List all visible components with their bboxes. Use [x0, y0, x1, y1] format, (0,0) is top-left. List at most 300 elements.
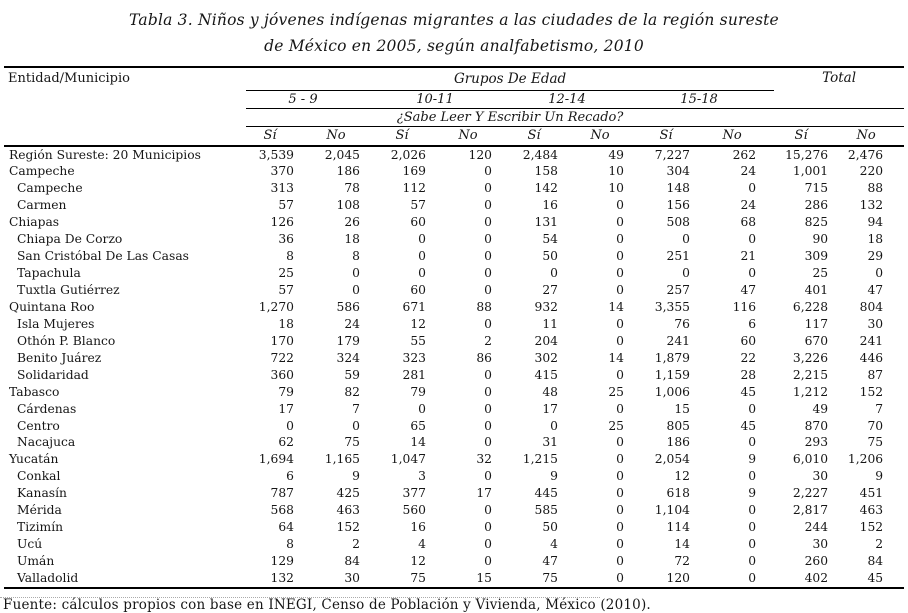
- cell-value: 30: [867, 316, 884, 331]
- cell-value: 0: [484, 384, 492, 399]
- table-title-line1: Tabla 3. Niños y jóvenes indígenas migrantes a las ciudades de la región sureste: [129, 11, 779, 29]
- cell-value: 120: [642, 570, 708, 588]
- cell-value: 6: [748, 316, 757, 331]
- cell-value: 0: [484, 232, 492, 247]
- cell-value: 4: [418, 537, 426, 552]
- cell-value: 1,694: [258, 452, 294, 467]
- table-row: [4, 350, 904, 367]
- cell-value: 30: [312, 570, 378, 588]
- cell-value: 715: [804, 181, 829, 196]
- cell-value: 241: [666, 333, 690, 348]
- source-note: Fuente: cálculos propios con base en INEGI, Censo de Población y Vivienda, México (2010).: [3, 596, 651, 613]
- cell-value: 15: [444, 570, 510, 588]
- table-row: [4, 214, 904, 231]
- cell-value: 7: [875, 401, 884, 416]
- cell-value: 618: [666, 486, 690, 501]
- cell-value: 60: [410, 215, 426, 230]
- cell-value: 21: [740, 249, 757, 264]
- cell-value: 2,054: [654, 452, 690, 467]
- cell-value: 68: [740, 215, 757, 230]
- row-label: Conkal: [17, 469, 61, 484]
- cell-value: 24: [740, 198, 757, 213]
- row-label: Kanasín: [17, 486, 67, 501]
- header-spacer: [774, 90, 904, 108]
- cell-value: 0: [682, 266, 690, 281]
- table-title: [0, 0, 908, 59]
- cell-value: 2,484: [522, 147, 558, 162]
- row-label: Tapachula: [17, 266, 81, 281]
- cell-value: 2,215: [792, 367, 829, 382]
- cell-value: 1,165: [324, 452, 360, 467]
- cell-value: 50: [542, 249, 558, 264]
- row-label: Región Sureste: 20 Municipios: [9, 147, 201, 162]
- cell-value: 47: [542, 554, 558, 568]
- cell-value: 45: [740, 418, 757, 433]
- cell-value: 116: [732, 299, 757, 314]
- col-header-si-15-18: Sí: [642, 126, 708, 146]
- table-row: [4, 333, 904, 350]
- col-header-no-10-11: No: [444, 126, 510, 146]
- cell-value: 302: [534, 350, 558, 365]
- cell-value: 401: [804, 283, 829, 297]
- cell-value: 132: [859, 198, 884, 213]
- col-header-question: ¿Sabe Leer Y Escribir Un Recado?: [246, 108, 774, 126]
- cell-value: 281: [402, 367, 426, 382]
- cell-value: 79: [410, 384, 426, 399]
- cell-value: 9: [748, 452, 757, 467]
- cell-value: 0: [748, 554, 757, 568]
- cell-value: 805: [666, 418, 690, 433]
- table-row: [4, 434, 904, 451]
- cell-value: 25: [812, 266, 829, 281]
- cell-value: 16: [542, 198, 558, 213]
- cell-value: 3: [418, 469, 426, 484]
- row-label: Umán: [17, 554, 55, 568]
- table-row: [4, 519, 904, 536]
- cell-value: 108: [336, 198, 360, 213]
- cell-value: 86: [476, 350, 492, 365]
- header-spacer: [4, 126, 246, 146]
- cell-value: 3,539: [258, 147, 294, 162]
- cell-value: 0: [484, 401, 492, 416]
- cell-value: 57: [278, 283, 294, 297]
- cell-value: 112: [402, 181, 426, 196]
- cell-value: 241: [859, 333, 884, 348]
- cell-value: 11: [542, 316, 558, 331]
- cell-value: 8: [286, 249, 294, 264]
- cell-value: 0: [875, 266, 884, 281]
- table-row: [4, 418, 904, 435]
- cell-value: 131: [534, 215, 558, 230]
- row-label: Ucú: [17, 537, 43, 552]
- cell-value: 0: [418, 249, 426, 264]
- cell-value: 0: [748, 503, 757, 518]
- cell-value: 50: [542, 520, 558, 535]
- cell-value: 1,001: [792, 164, 829, 179]
- cell-value: 27: [542, 283, 558, 297]
- cell-value: 1,047: [390, 452, 426, 467]
- cell-value: 75: [344, 435, 360, 450]
- table-row: [4, 180, 904, 197]
- cell-value: 14: [608, 350, 624, 365]
- cell-value: 170: [270, 333, 294, 348]
- cell-value: 14: [410, 435, 426, 450]
- table-title-line2: de México en 2005, según analfabetismo, 2010: [264, 37, 644, 55]
- cell-value: 402: [774, 570, 846, 588]
- cell-value: 152: [859, 520, 884, 535]
- header-spacer: [4, 90, 246, 108]
- cell-value: 0: [616, 435, 624, 450]
- cell-value: 76: [674, 316, 690, 331]
- cell-value: 313: [270, 181, 294, 196]
- cell-value: 825: [804, 215, 829, 230]
- cell-value: 12: [410, 554, 426, 568]
- cell-value: 370: [270, 164, 294, 179]
- cell-value: 0: [352, 283, 360, 297]
- cell-value: 870: [804, 418, 829, 433]
- cell-value: 72: [674, 554, 690, 568]
- cell-value: 1,104: [654, 503, 690, 518]
- cell-value: 568: [270, 503, 294, 518]
- row-label: Yucatán: [9, 452, 59, 467]
- cell-value: 560: [402, 503, 426, 518]
- cell-value: 0: [484, 554, 492, 568]
- cell-value: 57: [278, 198, 294, 213]
- table-row: [4, 502, 904, 519]
- cell-value: 2,227: [792, 486, 829, 501]
- cell-value: 87: [867, 367, 884, 382]
- cell-value: 670: [804, 333, 829, 348]
- col-header-age-15-18: 15-18: [642, 90, 774, 108]
- cell-value: 257: [666, 283, 690, 297]
- cell-value: 324: [336, 350, 360, 365]
- col-header-si-12-14: Sí: [510, 126, 576, 146]
- cell-value: 24: [344, 316, 360, 331]
- cell-value: 463: [336, 503, 360, 518]
- table-row: [4, 451, 904, 468]
- cell-value: 29: [867, 249, 884, 264]
- cell-value: 0: [616, 537, 624, 552]
- cell-value: 126: [270, 215, 294, 230]
- cell-value: 169: [402, 164, 426, 179]
- row-label: Carmen: [17, 198, 67, 213]
- cell-value: 15: [674, 401, 690, 416]
- row-label: Tabasco: [9, 384, 60, 399]
- cell-value: 0: [484, 503, 492, 518]
- col-header-si-total: Sí: [774, 126, 846, 146]
- cell-value: 75: [378, 570, 444, 588]
- cell-value: 1,206: [847, 452, 884, 467]
- row-label: Quintana Roo: [9, 299, 95, 314]
- cell-value: 0: [682, 232, 690, 247]
- cell-value: 152: [859, 384, 884, 399]
- cell-value: 377: [402, 486, 426, 501]
- cell-value: 15,276: [785, 147, 829, 162]
- cell-value: 204: [534, 333, 558, 348]
- table-row: [4, 468, 904, 485]
- cell-value: 132: [246, 570, 312, 588]
- cell-value: 49: [812, 401, 829, 416]
- cell-value: 10: [608, 164, 624, 179]
- cell-value: 57: [410, 198, 426, 213]
- row-label: Isla Mujeres: [17, 316, 95, 331]
- cell-value: 0: [484, 520, 492, 535]
- cell-value: 0: [576, 570, 642, 588]
- cell-value: 0: [616, 283, 624, 297]
- cell-value: 24: [740, 164, 757, 179]
- table-row: [4, 553, 904, 570]
- cell-value: 304: [666, 164, 690, 179]
- cell-value: 220: [859, 164, 884, 179]
- cell-value: 28: [740, 367, 757, 382]
- cell-value: 286: [804, 198, 829, 213]
- cell-value: 79: [278, 384, 294, 399]
- cell-value: 0: [748, 181, 757, 196]
- table-row: [4, 299, 904, 316]
- cell-value: 804: [859, 299, 884, 314]
- cell-value: 1,212: [792, 384, 829, 399]
- header-row-age-ranges: [4, 90, 904, 108]
- cell-value: 55: [410, 333, 426, 348]
- col-header-no-5-9: No: [312, 126, 378, 146]
- cell-value: 25: [608, 418, 624, 433]
- cell-value: 3,355: [654, 299, 690, 314]
- col-header-age-10-11: 10-11: [378, 90, 510, 108]
- cell-value: 2,476: [847, 147, 884, 162]
- cell-value: 0: [616, 520, 624, 535]
- cell-value: 0: [484, 181, 492, 196]
- cell-value: 1,270: [258, 299, 294, 314]
- table-row: [4, 282, 904, 299]
- cell-value: 0: [484, 367, 492, 382]
- cell-value: 0: [352, 418, 360, 433]
- table-row: [4, 485, 904, 502]
- cell-value: 60: [410, 283, 426, 297]
- row-label: San Cristóbal De Las Casas: [17, 249, 189, 264]
- cell-value: 30: [812, 537, 829, 552]
- cell-value: 0: [616, 503, 624, 518]
- cell-value: 32: [476, 452, 492, 467]
- col-header-no-12-14: No: [576, 126, 642, 146]
- cell-value: 75: [510, 570, 576, 588]
- cell-value: 8: [286, 537, 294, 552]
- cell-value: 1,006: [654, 384, 690, 399]
- row-label: Centro: [17, 418, 60, 433]
- row-label: Tizimín: [17, 520, 64, 535]
- cell-value: 129: [270, 554, 294, 568]
- cell-value: 17: [542, 401, 558, 416]
- cell-value: 585: [534, 503, 558, 518]
- cell-value: 18: [344, 232, 360, 247]
- cell-value: 0: [484, 469, 492, 484]
- cell-value: 0: [484, 418, 492, 433]
- cell-value: 9: [875, 469, 884, 484]
- cell-value: 10: [608, 181, 624, 196]
- cell-value: 6: [286, 469, 294, 484]
- cell-value: 0: [418, 232, 426, 247]
- cell-value: 14: [674, 537, 690, 552]
- cell-value: 0: [616, 486, 624, 501]
- cell-value: 120: [468, 147, 492, 162]
- row-label: Valladolid: [4, 570, 246, 588]
- cell-value: 18: [867, 232, 884, 247]
- cell-value: 14: [608, 299, 624, 314]
- scan-artifact-line: [0, 597, 600, 598]
- cell-value: 45: [846, 570, 904, 588]
- cell-value: 70: [867, 418, 884, 433]
- header-row-si-no: [4, 126, 904, 146]
- cell-value: 2,817: [792, 503, 829, 518]
- cell-value: 94: [867, 215, 884, 230]
- cell-value: 0: [484, 266, 492, 281]
- cell-value: 88: [476, 299, 492, 314]
- cell-value: 82: [344, 384, 360, 399]
- cell-value: 152: [336, 520, 360, 535]
- cell-value: 186: [336, 164, 360, 179]
- cell-value: 45: [740, 384, 757, 399]
- col-header-age-5-9: 5 - 9: [246, 90, 378, 108]
- cell-value: 425: [336, 486, 360, 501]
- header-row-groups: [4, 67, 904, 90]
- cell-value: 31: [542, 435, 558, 450]
- cell-value: 262: [732, 147, 757, 162]
- table-row: [4, 197, 904, 214]
- cell-value: 932: [534, 299, 558, 314]
- cell-value: 0: [550, 418, 558, 433]
- cell-value: 2,045: [324, 147, 360, 162]
- cell-value: 0: [616, 333, 624, 348]
- cell-value: 586: [336, 299, 360, 314]
- cell-value: 25: [608, 384, 624, 399]
- cell-value: 6,010: [792, 452, 829, 467]
- cell-value: 12: [674, 469, 690, 484]
- cell-value: 0: [484, 198, 492, 213]
- table-row: [4, 316, 904, 333]
- cell-value: 88: [867, 181, 884, 196]
- table-row: [4, 265, 904, 282]
- cell-value: 0: [484, 435, 492, 450]
- cell-value: 323: [402, 350, 426, 365]
- cell-value: 0: [484, 249, 492, 264]
- cell-value: 48: [542, 384, 558, 399]
- cell-value: 7,227: [654, 147, 690, 162]
- cell-value: 75: [867, 435, 884, 450]
- cell-value: 0: [484, 537, 492, 552]
- row-label: Cárdenas: [17, 401, 77, 416]
- col-header-si-5-9: Sí: [246, 126, 312, 146]
- col-header-no-15-18: No: [708, 126, 774, 146]
- table-row: [4, 536, 904, 553]
- cell-value: 0: [616, 249, 624, 264]
- cell-value: 30: [812, 469, 829, 484]
- col-header-entity: Entidad/Municipio: [4, 67, 246, 90]
- table-row: [4, 146, 904, 164]
- row-label: Chiapas: [9, 215, 60, 230]
- table-row: [4, 231, 904, 248]
- col-header-age-groups: Grupos De Edad: [246, 67, 774, 90]
- cell-value: 1,879: [654, 350, 690, 365]
- cell-value: 293: [804, 435, 829, 450]
- cell-value: 0: [484, 316, 492, 331]
- table-row: [4, 163, 904, 180]
- cell-value: 787: [270, 486, 294, 501]
- cell-value: 18: [278, 316, 294, 331]
- cell-value: 47: [867, 283, 884, 297]
- cell-value: 0: [616, 266, 624, 281]
- cell-value: 1,159: [654, 367, 690, 382]
- cell-value: 0: [616, 401, 624, 416]
- cell-value: 179: [336, 333, 360, 348]
- header-spacer: [774, 108, 904, 126]
- cell-value: 0: [616, 452, 624, 467]
- cell-value: 17: [278, 401, 294, 416]
- header-spacer: [4, 108, 246, 126]
- cell-value: 0: [748, 266, 757, 281]
- cell-value: 60: [740, 333, 757, 348]
- cell-value: 62: [278, 435, 294, 450]
- cell-value: 0: [616, 367, 624, 382]
- cell-value: 9: [748, 486, 757, 501]
- cell-value: 9: [550, 469, 558, 484]
- cell-value: 47: [740, 283, 757, 297]
- cell-value: 0: [748, 520, 757, 535]
- cell-value: 508: [666, 215, 690, 230]
- table-row: [4, 570, 904, 588]
- cell-value: 0: [550, 266, 558, 281]
- cell-value: 148: [666, 181, 690, 196]
- cell-value: 156: [666, 198, 690, 213]
- cell-value: 186: [666, 435, 690, 450]
- table-row: [4, 248, 904, 265]
- col-header-no-total: No: [846, 126, 904, 146]
- cell-value: 54: [542, 232, 558, 247]
- cell-value: 244: [804, 520, 829, 535]
- row-label: Campeche: [9, 164, 75, 179]
- cell-value: 17: [476, 486, 492, 501]
- cell-value: 2: [875, 537, 884, 552]
- cell-value: 117: [804, 316, 829, 331]
- cell-value: 0: [484, 215, 492, 230]
- cell-value: 0: [418, 401, 426, 416]
- cell-value: 142: [534, 181, 558, 196]
- cell-value: 445: [534, 486, 558, 501]
- row-label: Benito Juárez: [17, 350, 102, 365]
- cell-value: 260: [804, 554, 829, 568]
- cell-value: 446: [859, 350, 884, 365]
- cell-value: 0: [616, 215, 624, 230]
- cell-value: 0: [748, 469, 757, 484]
- cell-value: 59: [344, 367, 360, 382]
- table-row: [4, 367, 904, 384]
- cell-value: 2: [352, 537, 360, 552]
- cell-value: 90: [812, 232, 829, 247]
- cell-value: 64: [278, 520, 294, 535]
- cell-value: 0: [616, 469, 624, 484]
- cell-value: 0: [748, 401, 757, 416]
- cell-value: 0: [708, 570, 774, 588]
- cell-value: 6,228: [792, 299, 829, 314]
- cell-value: 16: [410, 520, 426, 535]
- row-label: Solidaridad: [17, 367, 89, 382]
- cell-value: 78: [344, 181, 360, 196]
- cell-value: 0: [484, 164, 492, 179]
- cell-value: 12: [410, 316, 426, 331]
- cell-value: 0: [748, 435, 757, 450]
- cell-value: 251: [666, 249, 690, 264]
- header-row-question: [4, 108, 904, 126]
- cell-value: 0: [484, 283, 492, 297]
- cell-value: 2,026: [390, 147, 426, 162]
